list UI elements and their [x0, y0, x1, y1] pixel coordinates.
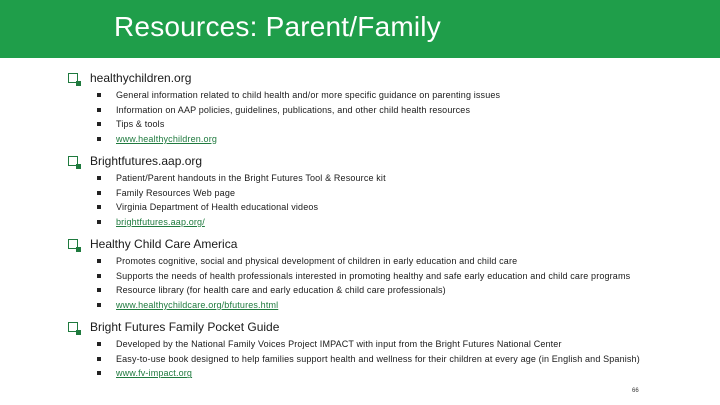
item-text: Family Resources Web page: [116, 187, 236, 198]
list-item: [97, 88, 708, 103]
list-item: [97, 215, 708, 230]
list-item: [97, 200, 708, 215]
page-number: 66: [632, 388, 639, 394]
section-title: Healthy Child Care America: [90, 236, 238, 251]
square-bullet-icon: [97, 176, 101, 180]
square-bullet-icon: [97, 303, 101, 307]
list-item: [97, 283, 708, 298]
healthychildren-link[interactable]: www.healthychildren.org: [116, 133, 217, 144]
section-head: [68, 235, 708, 252]
list-item: [97, 103, 708, 118]
list-item: [97, 132, 708, 147]
square-bullet-icon: [97, 274, 101, 278]
section-head: [68, 318, 708, 335]
item-text: General information related to child health and/or more specific guidance on parenting issues: [116, 90, 501, 101]
item-text: Tips & tools: [116, 119, 165, 130]
item-text: Developed by the National Family Voices Project IMPACT with input from the Bright Futures National Center: [116, 339, 562, 350]
square-bullet-icon: [97, 342, 101, 346]
list-item: [97, 269, 708, 284]
fv-impact-link[interactable]: www.fv-impact.org: [116, 368, 193, 379]
checkbox-bullet-icon: [68, 73, 78, 83]
section-brightfutures: [68, 152, 708, 229]
item-text: Virginia Department of Health educational videos: [116, 202, 319, 213]
section-pocket-guide: [68, 318, 708, 381]
section-title: Bright Futures Family Pocket Guide: [90, 319, 280, 334]
square-bullet-icon: [97, 137, 101, 141]
item-text: Easy-to-use book designed to help families support health and wellness for their children at every age (in English and Spanish): [116, 353, 640, 364]
title-bar: [0, 0, 720, 58]
square-bullet-icon: [97, 220, 101, 224]
page-title: Resources: Parent/Family: [114, 11, 441, 42]
list-item: [97, 366, 708, 381]
square-bullet-icon: [97, 288, 101, 292]
list-item: [97, 254, 708, 269]
section-healthy-child-care: [68, 235, 708, 312]
checkbox-bullet-icon: [68, 156, 78, 166]
list-item: [97, 298, 708, 313]
list-item: [97, 337, 708, 352]
square-bullet-icon: [97, 108, 101, 112]
square-bullet-icon: [97, 205, 101, 209]
item-text: Information on AAP policies, guidelines, publications, and other child health resources: [116, 104, 471, 115]
item-list: [68, 254, 708, 312]
item-text: Supports the needs of health professionals interested in promoting healthy and safe early education and child care programs: [116, 270, 631, 281]
section-head: [68, 152, 708, 169]
item-list: [68, 337, 708, 381]
list-item: [97, 352, 708, 367]
resource-list: [68, 69, 708, 387]
square-bullet-icon: [97, 357, 101, 361]
item-list: [68, 171, 708, 229]
healthychildcare-link[interactable]: www.healthychildcare.org/bfutures.html: [116, 299, 279, 310]
item-text: Patient/Parent handouts in the Bright Futures Tool & Resource kit: [116, 173, 386, 184]
section-title: healthychildren.org: [90, 70, 192, 85]
square-bullet-icon: [97, 371, 101, 375]
section-title: Brightfutures.aap.org: [90, 153, 203, 168]
checkbox-bullet-icon: [68, 322, 78, 332]
item-text: Promotes cognitive, social and physical development of children in early education and child care: [116, 256, 518, 267]
section-head: [68, 69, 708, 86]
list-item: [97, 186, 708, 201]
list-item: [97, 171, 708, 186]
square-bullet-icon: [97, 259, 101, 263]
square-bullet-icon: [97, 93, 101, 97]
brightfutures-link[interactable]: brightfutures.aap.org/: [116, 216, 205, 227]
square-bullet-icon: [97, 122, 101, 126]
list-item: [97, 117, 708, 132]
checkbox-bullet-icon: [68, 239, 78, 249]
item-text: Resource library (for health care and early education & child care professionals): [116, 285, 446, 296]
item-list: [68, 88, 708, 146]
square-bullet-icon: [97, 191, 101, 195]
section-healthychildren: [68, 69, 708, 146]
